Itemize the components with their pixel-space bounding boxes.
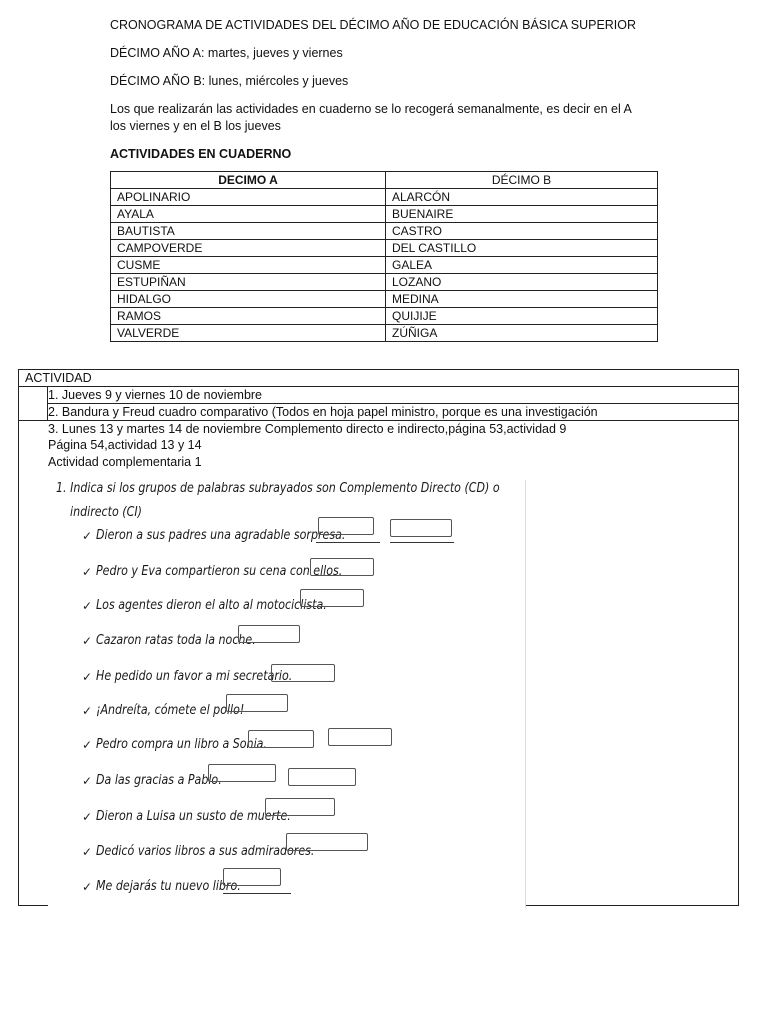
student-b-cell: LOZANO — [386, 274, 658, 291]
answer-box — [226, 694, 288, 712]
collection-note-line1: Los que realizarán las actividades en cuaderno se lo recogerá semanalmente, es decir en el A — [110, 102, 632, 116]
check-mark-icon: ✓ — [82, 704, 93, 718]
student-a-cell: BAUTISTA — [111, 223, 386, 240]
answer-box — [318, 517, 374, 535]
student-b-cell: MEDINA — [386, 291, 658, 308]
roster-table — [110, 171, 658, 342]
check-mark-icon: ✓ — [82, 634, 93, 648]
student-b-cell: QUIJIJE — [386, 308, 658, 325]
activity-item-1: 1. Jueves 9 y viernes 10 de noviembre — [48, 388, 263, 402]
answer-blank — [316, 542, 380, 543]
schedule-decimo-b: DÉCIMO AÑO B: lunes, miércoles y jueves — [110, 74, 349, 88]
activity-header-row — [19, 370, 738, 387]
student-b-cell: ALARCÓN — [386, 189, 658, 206]
answer-box — [238, 625, 300, 643]
collection-note-line2: los viernes y en el B los jueves — [110, 119, 281, 133]
worksheet-sentence-9: Dieron a Luisa un susto de muerte. — [96, 808, 291, 824]
student-b-cell: GALEA — [386, 257, 658, 274]
check-mark-icon: ✓ — [82, 529, 93, 543]
table-row — [111, 189, 658, 206]
table-row — [111, 274, 658, 291]
student-b-cell: ZÚÑIGA — [386, 325, 658, 342]
section-title: ACTIVIDADES EN CUADERNO — [110, 147, 292, 161]
roster-header-row — [111, 172, 658, 189]
table-row — [111, 325, 658, 342]
worksheet-edge — [525, 480, 526, 908]
student-b-cell: BUENAIRE — [386, 206, 658, 223]
student-a-cell: VALVERDE — [111, 325, 386, 342]
check-mark-icon: ✓ — [82, 670, 93, 684]
answer-box — [310, 558, 374, 576]
student-a-cell: AYALA — [111, 206, 386, 223]
answer-box — [328, 728, 392, 746]
complementary-activity-label: Actividad complementaria 1 — [48, 455, 202, 469]
worksheet-instruction-line1: 1. Indica si los grupos de palabras subrayados son Complemento Directo (CD) o — [56, 480, 500, 496]
activity-item-3: 3. Lunes 13 y martes 14 de noviembre Complemento directo e indirecto,página 53,actividad 9 — [48, 422, 567, 436]
activity-item-2: 2. Bandura y Freud cuadro comparativo (Todos en hoja papel ministro, porque es una investigación — [48, 405, 598, 419]
worksheet-sentence-8: Da las gracias a Pablo. — [96, 772, 222, 788]
table-row — [111, 308, 658, 325]
column-header-decimo-b: DÉCIMO B — [386, 172, 658, 189]
worksheet-sentence-2: Pedro y Eva compartieron su cena con ellos. — [96, 563, 343, 579]
table-row — [111, 240, 658, 257]
student-a-cell: HIDALGO — [111, 291, 386, 308]
activity-page-line: Página 54,actividad 13 y 14 — [48, 438, 202, 452]
worksheet-sentence-11: Me dejarás tu nuevo libro. — [96, 878, 241, 894]
student-a-cell: CUSME — [111, 257, 386, 274]
answer-box — [248, 730, 314, 748]
check-mark-icon: ✓ — [82, 599, 93, 613]
answer-box — [208, 764, 276, 782]
student-a-cell: CAMPOVERDE — [111, 240, 386, 257]
worksheet-image — [48, 474, 526, 908]
activity-row-1 — [47, 387, 739, 404]
student-a-cell: RAMOS — [111, 308, 386, 325]
activity-header: ACTIVIDAD — [25, 371, 92, 385]
answer-box — [223, 868, 281, 886]
worksheet-sentence-6: ¡Andreíta, cómete el pollo! — [96, 702, 245, 718]
table-row — [111, 206, 658, 223]
check-mark-icon: ✓ — [82, 880, 93, 894]
answer-box — [286, 833, 368, 851]
student-b-cell: DEL CASTILLO — [386, 240, 658, 257]
table-row — [111, 291, 658, 308]
worksheet-sentence-3: Los agentes dieron el alto al motociclista. — [96, 597, 327, 613]
worksheet-sentence-1: Dieron a sus padres una agradable sorpresa. — [96, 527, 346, 543]
schedule-decimo-a: DÉCIMO AÑO A: martes, jueves y viernes — [110, 46, 343, 60]
worksheet-instruction-line2: indirecto (CI) — [70, 504, 142, 520]
answer-box — [300, 589, 364, 607]
check-mark-icon: ✓ — [82, 565, 93, 579]
student-b-cell: CASTRO — [386, 223, 658, 240]
answer-blank — [390, 542, 454, 543]
table-row — [111, 223, 658, 240]
check-mark-icon: ✓ — [82, 738, 93, 752]
answer-box — [288, 768, 356, 786]
check-mark-icon: ✓ — [82, 810, 93, 824]
answer-blank — [223, 893, 291, 894]
answer-box — [390, 519, 452, 537]
worksheet-sentence-5: He pedido un favor a mi secretario. — [96, 668, 293, 684]
student-a-cell: ESTUPIÑAN — [111, 274, 386, 291]
document-title: CRONOGRAMA DE ACTIVIDADES DEL DÉCIMO AÑO DE EDUCACIÓN BÁSICA SUPERIOR — [110, 18, 637, 32]
column-header-decimo-a: DECIMO A — [111, 172, 386, 189]
worksheet-sentence-10: Dedicó varios libros a sus admiradores. — [96, 843, 315, 859]
check-mark-icon: ✓ — [82, 774, 93, 788]
table-row — [111, 257, 658, 274]
activity-row-2 — [19, 404, 738, 421]
student-a-cell: APOLINARIO — [111, 189, 386, 206]
worksheet-sentence-7: Pedro compra un libro a Sonia. — [96, 736, 267, 752]
worksheet-sentence-4: Cazaron ratas toda la noche. — [96, 632, 256, 648]
answer-box — [271, 664, 335, 682]
answer-box — [265, 798, 335, 816]
check-mark-icon: ✓ — [82, 845, 93, 859]
